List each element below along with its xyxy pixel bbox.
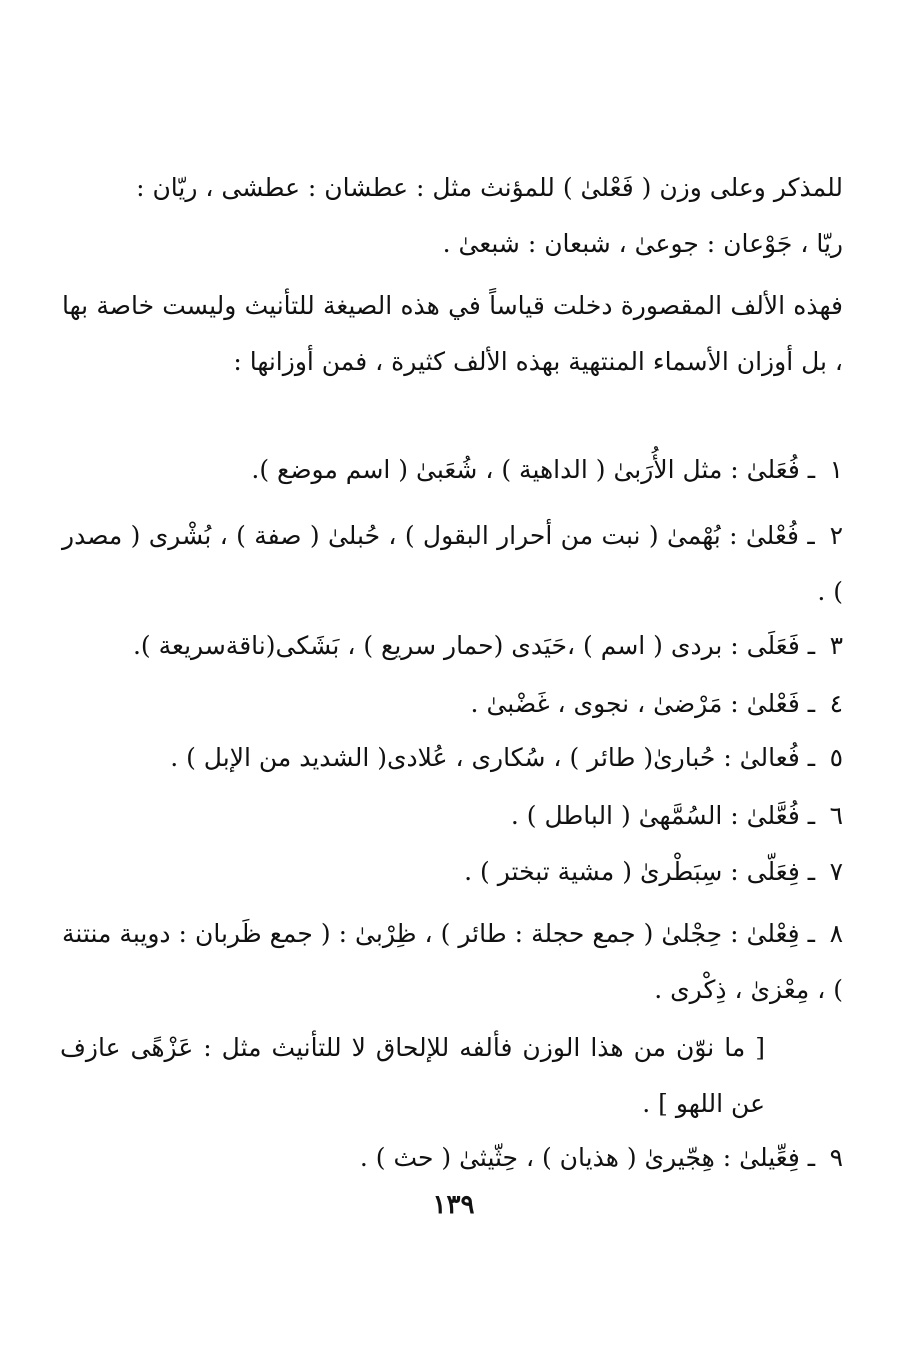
item-text: ـ فُعالىٰ : حُبارىٰ( طائر ) ، سُكارى ، عُلادى( الشديد من الإبل ) . xyxy=(170,743,816,772)
item-number: ٣ xyxy=(829,631,843,660)
item-number: ٦ xyxy=(829,801,843,830)
intro-line-1: للمذكر وعلى وزن ( فَعْلىٰ ) للمؤنث مثل : عطشان : عطشى ، ريّان : xyxy=(136,173,843,202)
body-paragraph: فهذه الألف المقصورة دخلت قياساً في هذه الصيغة للتأنيث وليست خاصة بها ، بل أوزان الأسماء المنتهية بهذه الألف كثيرة ، فمن أوزانها : xyxy=(62,291,843,376)
list-item-7 xyxy=(62,844,843,900)
item-number: ١ xyxy=(829,455,843,484)
list-item-2 xyxy=(62,508,843,620)
item-text: ـ فِعِّيلىٰ : هِجّيرىٰ ( هذيان ) ، حِثّيثىٰ ( حث ) . xyxy=(359,1143,816,1172)
item-text: ـ فِعْلىٰ : حِجْلىٰ ( جمع حجلة : طائر ) ، ظِرْبىٰ : ( جمع ظَربان : دويبة منتنة ) ، مِعْزىٰ ، ذِكْرى . xyxy=(62,919,843,1004)
item-text: ـ فَعْلىٰ : مَرْضىٰ ، نجوى ، غَضْبىٰ . xyxy=(470,689,816,718)
list-item-1 xyxy=(62,442,843,498)
intro-line-2: ريّا ، جَوْعان : جوعىٰ ، شبعان : شبعىٰ . xyxy=(442,229,843,258)
list-item-3 xyxy=(62,618,843,674)
list-item-8 xyxy=(62,906,843,1018)
item-number: ٢ xyxy=(829,521,843,550)
item-number: ٤ xyxy=(829,689,843,718)
list-item-6 xyxy=(62,788,843,844)
item-text: ـ فُعَلىٰ : مثل الأُرَبىٰ ( الداهية ) ، شُعَبىٰ ( اسم موضع ). xyxy=(251,455,816,484)
item-number: ٩ xyxy=(829,1143,843,1172)
item-number: ٨ xyxy=(829,919,843,948)
item-text: ـ فُعَّلىٰ : السُمَّهىٰ ( الباطل ) . xyxy=(510,801,816,830)
list-item-4 xyxy=(62,676,843,732)
bracket-note: [ ما نوّن من هذا الوزن فألفه للإلحاق لا للتأنيث مثل : عَزْهًى عازف عن اللهو ] . xyxy=(60,1033,765,1118)
item-text: ـ فَعَلَى : بردى ( اسم ) ،حَيَدى (حمار سريع ) ، بَشَكى(ناقةسريعة ). xyxy=(132,631,816,660)
item-number: ٥ xyxy=(829,743,843,772)
item-text: ـ فِعَلّى : سِبَطْرىٰ ( مشية تبختر ) . xyxy=(464,857,816,886)
list-item-5 xyxy=(62,730,843,786)
item-text: ـ فُعْلىٰ : بُهْمىٰ ( نبت من أحرار البقول ) ، حُبلىٰ ( صفة ) ، بُشْرى ( مصدر ) . xyxy=(62,521,843,606)
page-number: ١٣٩ xyxy=(432,1190,475,1220)
list-item-9 xyxy=(62,1130,843,1186)
item-number: ٧ xyxy=(829,857,843,886)
